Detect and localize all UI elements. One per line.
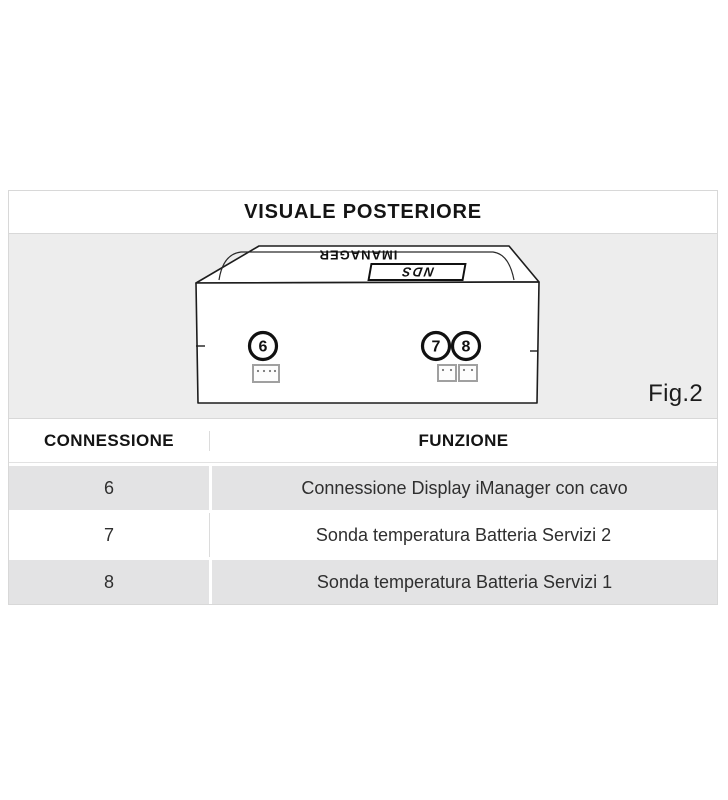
figure-label: Fig.2 [648,380,703,407]
connector-8-marker [453,333,480,360]
connection-number-cell: 6 [9,466,212,510]
connection-number-cell: 8 [9,560,212,604]
table-row [9,513,717,557]
function-cell: Connessione Display iManager con cavo [301,477,628,498]
table-row [9,560,717,604]
svg-text:6: 6 [258,338,268,356]
connector-7-port [438,365,456,381]
svg-text:8: 8 [461,338,471,356]
brand-logo [369,264,466,280]
table-row [9,466,717,510]
connector-7-marker [423,333,450,360]
function-cell: Sonda temperatura Batteria Servizi 2 [315,524,612,545]
panel-title: VISUALE POSTERIORE [244,200,482,223]
connections-table [9,419,717,604]
column-header-connessione: CONNESSIONE [9,431,210,451]
connector-8-port [459,365,477,381]
device-front-face [196,282,539,403]
table-header-row [9,419,717,463]
device-rear-drawing [185,239,541,407]
svg-text:NDS: NDS [398,264,436,280]
connection-number-cell: 7 [9,513,210,557]
panel-title-band [9,191,717,234]
column-header-funzione: FUNZIONE [418,430,509,450]
function-cell: Sonda temperatura Batteria Servizi 1 [316,571,613,592]
svg-text:7: 7 [431,338,441,356]
device-model-label: IMANAGER [318,247,398,263]
diagram-band [9,234,717,419]
connector-6-port [253,365,279,382]
rear-view-panel [8,190,718,605]
connector-6-marker [250,333,277,360]
